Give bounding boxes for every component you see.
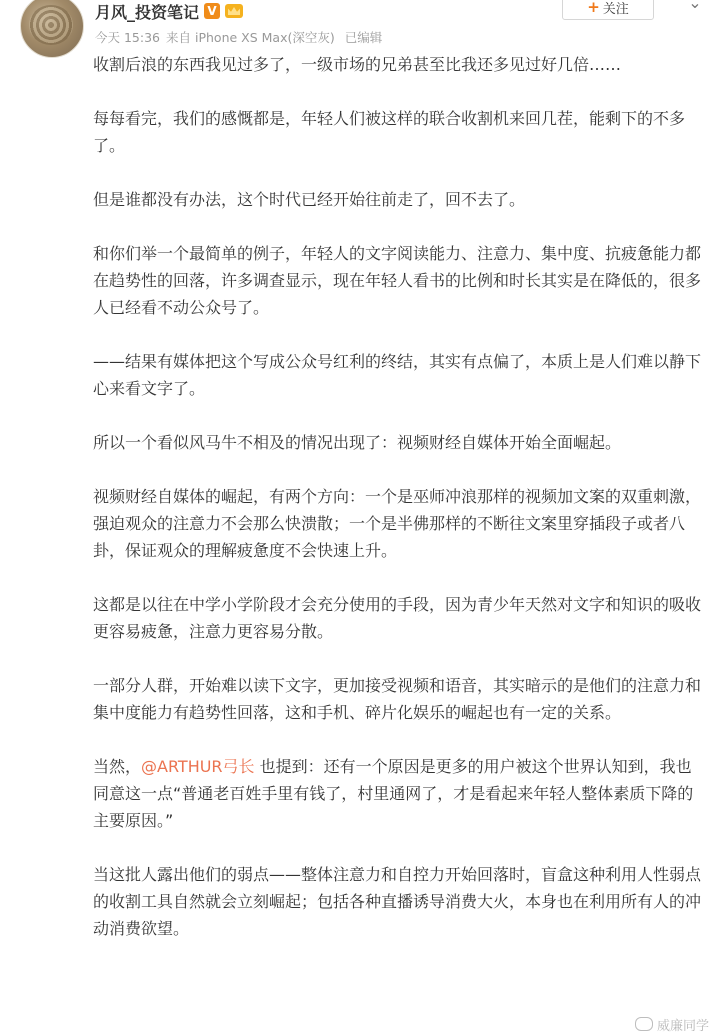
username[interactable]: 月风_投资笔记 (95, 2, 200, 22)
follow-label: 关注 (602, 1, 629, 17)
user-mention-link[interactable]: @ARTHUR弓长 (141, 757, 255, 776)
follow-button[interactable] (562, 0, 654, 20)
paragraph: 一部分人群，开始难以读下文字，更加接受视频和语音，其实暗示的是他们的注意力和集中度能力有趋势性回落，这和手机、碎片化娱乐的崛起也有一定的关系。 (93, 676, 702, 722)
paragraph: 当这批人露出他们的弱点——整体注意力和自控力开始回落时，盲盒这种利用人性弱点的收割工具自然就会立刻崛起；包括各种直播诱导消费大火，本身也在利用所有人的冲动消费欲望。 (93, 865, 702, 938)
plus-icon: + (587, 0, 600, 16)
paragraph: 但是谁都没有办法，这个时代已经开始往前走了，回不去了。 (93, 190, 526, 209)
watermark-text: 威廉同学 (656, 1018, 709, 1034)
post-device: iPhone XS Max(深空灰) (195, 30, 335, 45)
wechat-icon (635, 1017, 653, 1031)
paragraph (93, 753, 705, 834)
paragraph: 所以一个看似风马牛不相及的情况出现了：视频财经自媒体开始全面崛起。 (93, 433, 622, 452)
avatar[interactable] (20, 0, 84, 58)
post-timestamp[interactable]: 今天 15:36 (95, 30, 160, 45)
paragraph: 视频财经自媒体的崛起，有两个方向：一个是巫师冲浪那样的视频加文案的双重刺激，强迫观众的注意力不会那么快溃散；一个是半佛那样的不断往文案里穿插段子或者八卦，保证观众的理解疲惫度不会快速上升。 (93, 487, 702, 560)
post-body (93, 51, 705, 969)
source-prefix: 来自 (166, 30, 192, 45)
chevron-down-icon[interactable]: ⌄ (688, 0, 702, 12)
post-meta (95, 28, 388, 46)
watermark (635, 1015, 709, 1033)
paragraph: ——结果有媒体把这个写成公众号红利的终结，其实有点偏了，本质上是人们难以静下心来看文字了。 (93, 352, 702, 398)
user-header (95, 0, 243, 23)
paragraph: 收割后浪的东西我见过多了，一级市场的兄弟甚至比我还多见过好几倍…… (93, 55, 622, 74)
member-crown-icon (225, 4, 243, 18)
paragraph-text: 当然， (93, 757, 142, 776)
verified-badge-icon: V (204, 3, 220, 19)
paragraph: 和你们举一个最简单的例子，年轻人的文字阅读能力、注意力、集中度、抗疲惫能力都在趋势性的回落，许多调查显示，现在年轻人看书的比例和时长其实是在降低的，很多人已经看不动公众号了。 (93, 244, 702, 317)
edited-label[interactable]: 已编辑 (344, 30, 383, 45)
paragraph-text: 也提到：还有一个原因是更多的用户被这个世界认知到，我也同意这一点“普通老百姓手里有钱了，村里通网了，才是看起来年轻人整体素质下降的主要原因。” (93, 757, 694, 830)
paragraph: 每每看完，我们的感慨都是，年轻人们被这样的联合收割机来回几茬，能剩下的不多了。 (93, 109, 686, 155)
paragraph: 这都是以往在中学小学阶段才会充分使用的手段，因为青少年天然对文字和知识的吸收更容易疲惫，注意力更容易分散。 (93, 595, 702, 641)
